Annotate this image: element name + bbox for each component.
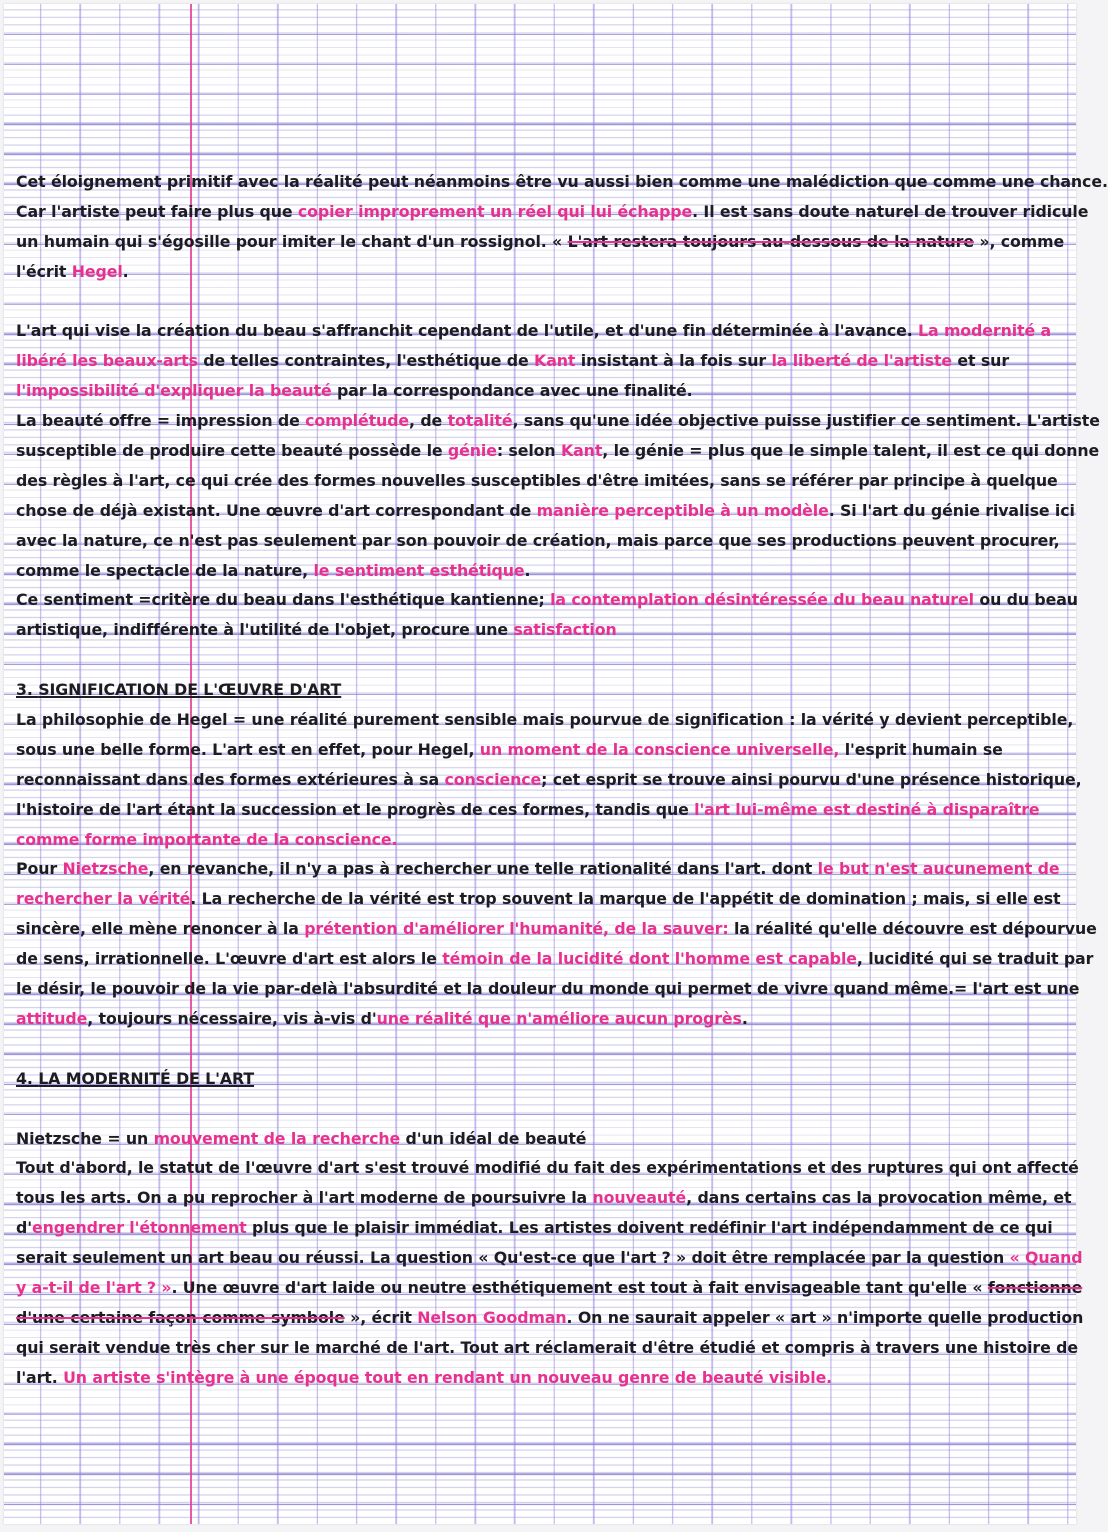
- highlighted-text: Kant: [560, 441, 603, 461]
- highlighted-text: La modernité a: [918, 321, 1052, 341]
- text-line: [16, 346, 1066, 376]
- highlighted-text: un moment de la conscience universelle,: [479, 739, 840, 759]
- plain-text: ; cet esprit se trouve ainsi pourvu d'une présence historique,: [541, 769, 1082, 789]
- text-line: [16, 1034, 1066, 1064]
- highlighted-text: totalité: [447, 411, 513, 431]
- underlined-quote: L'art restera toujours au-dessous de la nature: [567, 231, 974, 251]
- text-line: [16, 257, 1066, 287]
- plain-text: d': [16, 1218, 32, 1238]
- text-line: [16, 227, 1066, 257]
- plain-text: , lucidité qui se traduit par: [856, 949, 1094, 969]
- text-line: [16, 526, 1066, 556]
- highlighted-text: génie: [447, 441, 497, 461]
- highlighted-text: y a-t-il de l'art ? »: [16, 1277, 172, 1297]
- highlighted-text: copier improprement un réel qui lui échappe: [297, 201, 693, 221]
- plain-text: La philosophie de Hegel = une réalité purement sensible mais pourvue de signification : la vérité y devient perceptible,: [16, 710, 1074, 730]
- highlighted-text: Un artiste s'intègre à une époque tout en rendant un nouveau genre de beauté visible.: [63, 1367, 833, 1387]
- highlighted-text: Nelson Goodman: [417, 1307, 567, 1327]
- text-line: [16, 914, 1097, 944]
- text-line: [16, 1094, 1066, 1124]
- plain-text: .: [122, 261, 129, 281]
- text-line: [16, 1213, 1066, 1243]
- plain-text: L'art qui vise la création du beau s'affranchit cependant de l'utile, et d'une fin déterminée à l'avance.: [16, 321, 919, 341]
- plain-text: serait seulement un art beau ou réussi. La question « Qu'est-ce que l'art ? » doit être remplacée par la question: [16, 1248, 1010, 1268]
- text-line: [16, 1333, 1078, 1363]
- text-line: [16, 376, 1066, 406]
- plain-text: , toujours nécessaire, vis à-vis d': [87, 1008, 377, 1028]
- plain-text: ou du beau: [973, 590, 1078, 610]
- plain-text: un humain qui s'égosille pour imiter le chant d'un rossignol. «: [16, 231, 568, 251]
- text-line: [16, 645, 1066, 675]
- text-line: [16, 825, 1066, 855]
- plain-text: reconnaissant dans des formes extérieures à sa: [16, 769, 445, 789]
- underlined-quote: fonctionne: [987, 1277, 1083, 1297]
- text-line: [16, 944, 1094, 974]
- highlighted-text: l'impossibilité d'expliquer la beauté: [16, 381, 332, 401]
- plain-text: l'histoire de l'art étant la succession et le progrès de ces formes, tandis que: [16, 799, 695, 819]
- notes-text: [16, 167, 1108, 1393]
- text-line: [16, 197, 1089, 227]
- plain-text: Tout d'abord, le statut de l'œuvre d'art s'est trouvé modifié du fait des expérimentations et des ruptures qui ont affecté: [16, 1158, 1079, 1178]
- heading-number: 4.: [16, 1068, 39, 1088]
- highlighted-text: « Quand: [1009, 1248, 1083, 1268]
- highlighted-text: une réalité que n'améliore aucun progrès: [376, 1008, 742, 1028]
- highlighted-text: rechercher la vérité: [16, 889, 191, 909]
- plain-text: Car l'artiste peut faire plus que: [16, 201, 298, 221]
- plain-text: . Une œuvre d'art laide ou neutre esthétiquement est tout à fait envisageable tant qu'elle «: [171, 1277, 988, 1297]
- plain-text: par la correspondance avec une finalité.: [331, 381, 693, 401]
- text-line: [16, 1124, 1066, 1154]
- text-line: [16, 884, 1066, 914]
- plain-text: comme le spectacle de la nature,: [16, 560, 314, 580]
- text-line: [16, 436, 1100, 466]
- heading-number: 3.: [16, 680, 39, 700]
- text-line: [16, 287, 1066, 317]
- plain-text: », écrit: [344, 1307, 418, 1327]
- text-line: [16, 496, 1075, 526]
- plain-text: . On ne saurait appeler « art » n'importe quelle production: [566, 1307, 1084, 1327]
- plain-text: chose de déjà existant. Une œuvre d'art correspondant de: [16, 500, 537, 520]
- highlighted-text: le but n'est aucunement de: [817, 859, 1060, 879]
- highlighted-text: le sentiment esthétique: [313, 560, 525, 580]
- text-line: [16, 1183, 1072, 1213]
- plain-text: plus que le plaisir immédiat. Les artistes doivent redéfinir l'art indépendamment de ce qui: [246, 1218, 1053, 1238]
- plain-text: artistique, indifférente à l'utilité de l'objet, procure une: [16, 620, 514, 640]
- text-line: [16, 795, 1066, 825]
- highlighted-text: comme forme importante de la conscience.: [16, 829, 398, 849]
- highlighted-text: prétention d'améliorer l'humanité, de la sauver:: [304, 919, 729, 939]
- text-line: [16, 854, 1066, 884]
- text-line: [16, 1363, 1066, 1393]
- plain-text: sincère, elle mène renoncer à la: [16, 919, 305, 939]
- heading-title: SIGNIFICATION DE L'ŒUVRE D'ART: [38, 680, 342, 700]
- plain-text: Pour: [16, 859, 63, 879]
- section-heading: [16, 1064, 1066, 1094]
- plain-text: .: [741, 1008, 748, 1028]
- highlighted-text: libéré les beaux-arts: [16, 351, 198, 371]
- heading-title: LA MODERNITÉ DE L'ART: [38, 1068, 255, 1088]
- plain-text: des règles à l'art, ce qui crée des formes nouvelles susceptibles d'être imitées, sans se référer par principe à quelque: [16, 470, 1058, 490]
- text-line: [16, 1303, 1084, 1333]
- highlighted-text: conscience: [444, 769, 542, 789]
- plain-text: , de: [409, 411, 448, 431]
- text-line: [16, 615, 1066, 645]
- notebook-page: [4, 4, 1108, 1524]
- text-line: [16, 585, 1078, 615]
- highlighted-text: manière perceptible à un modèle: [536, 500, 829, 520]
- plain-text: le désir, le pouvoir de la vie par-delà l'absurdité et la douleur du monde qui permet de vivre quand même.= l'art est une: [16, 979, 1080, 999]
- plain-text: tous les arts. On a pu reprocher à l'art moderne de poursuivre la: [16, 1188, 593, 1208]
- plain-text: , dans certains cas la provocation même, et: [686, 1188, 1072, 1208]
- plain-text: , sans qu'une idée objective puisse justifier ce sentiment. L'artiste: [512, 411, 1100, 431]
- highlighted-text: témoin de la lucidité dont l'homme est capable: [442, 949, 857, 969]
- text-line: [16, 705, 1074, 735]
- highlighted-text: engendrer l'étonnement: [31, 1218, 247, 1238]
- plain-text: insistant à la fois sur: [575, 351, 772, 371]
- plain-text: avec la nature, ce n'est pas seulement par son pouvoir de création, mais parce que ses productions peuvent procurer,: [16, 530, 1060, 550]
- plain-text: de sens, irrationnelle. L'œuvre d'art est alors le: [16, 949, 443, 969]
- text-line: [16, 1243, 1083, 1273]
- text-line: [16, 466, 1066, 496]
- plain-text: et sur: [952, 351, 1010, 371]
- highlighted-text: complétude: [305, 411, 410, 431]
- plain-text: . Si l'art du génie rivalise ici: [828, 500, 1075, 520]
- text-line: [16, 167, 1108, 197]
- text-line: [16, 974, 1080, 1004]
- plain-text: La beauté offre = impression de: [16, 411, 306, 431]
- plain-text: . La recherche de la vérité est trop souvent la marque de l'appétit de domination ; mais, si elle est: [190, 889, 1061, 909]
- text-line: [16, 735, 1066, 765]
- plain-text: sous une belle forme. L'art est en effet, pour Hegel,: [16, 739, 480, 759]
- plain-text: la réalité qu'elle découvre est dépourvue: [728, 919, 1097, 939]
- highlighted-text: Nietzsche: [62, 859, 149, 879]
- text-line: [16, 1273, 1083, 1303]
- plain-text: », comme: [973, 231, 1065, 251]
- underlined-quote: d'une certaine façon comme symbole: [16, 1307, 345, 1327]
- highlighted-text: l'art lui-même est destiné à disparaître: [694, 799, 1040, 819]
- plain-text: susceptible de produire cette beauté possède le: [16, 441, 448, 461]
- plain-text: .: [524, 560, 531, 580]
- plain-text: , en revanche, il n'y a pas à rechercher une telle rationalité dans l'art. dont: [148, 859, 818, 879]
- plain-text: l'écrit: [16, 261, 72, 281]
- highlighted-text: satisfaction: [513, 620, 617, 640]
- text-line: [16, 1153, 1079, 1183]
- plain-text: : selon: [496, 441, 561, 461]
- plain-text: Ce sentiment =critère du beau dans l'esthétique kantienne;: [16, 590, 551, 610]
- highlighted-text: nouveauté: [592, 1188, 687, 1208]
- plain-text: qui serait vendue très cher sur le marché de l'art. Tout art réclamerait d'être étudié et compris à travers une histoire de: [16, 1337, 1078, 1357]
- highlighted-text: Kant: [534, 351, 576, 371]
- highlighted-text: attitude: [16, 1008, 88, 1028]
- plain-text: l'esprit humain se: [839, 739, 1003, 759]
- text-line: [16, 556, 1066, 586]
- highlighted-text: Hegel: [71, 261, 123, 281]
- plain-text: . Il est sans doute naturel de trouver ridicule: [692, 201, 1089, 221]
- text-line: [16, 406, 1100, 436]
- plain-text: Nietzsche = un: [16, 1128, 154, 1148]
- text-line: [16, 1004, 1066, 1034]
- section-heading: [16, 675, 1066, 705]
- highlighted-text: la contemplation désintéressée du beau naturel: [550, 590, 974, 610]
- plain-text: d'un idéal de beauté: [400, 1128, 587, 1148]
- highlighted-text: mouvement de la recherche: [153, 1128, 401, 1148]
- plain-text: de telles contraintes, l'esthétique de: [197, 351, 535, 371]
- plain-text: Cet éloignement primitif avec la réalité peut néanmoins être vu aussi bien comme une malédiction que comme une chance.: [16, 172, 1108, 191]
- text-line: [16, 316, 1066, 346]
- plain-text: , le génie = plus que le simple talent, il est ce qui donne: [602, 441, 1100, 461]
- plain-text: l'art.: [16, 1367, 64, 1387]
- text-line: [16, 765, 1082, 795]
- highlighted-text: la liberté de l'artiste: [771, 351, 953, 371]
